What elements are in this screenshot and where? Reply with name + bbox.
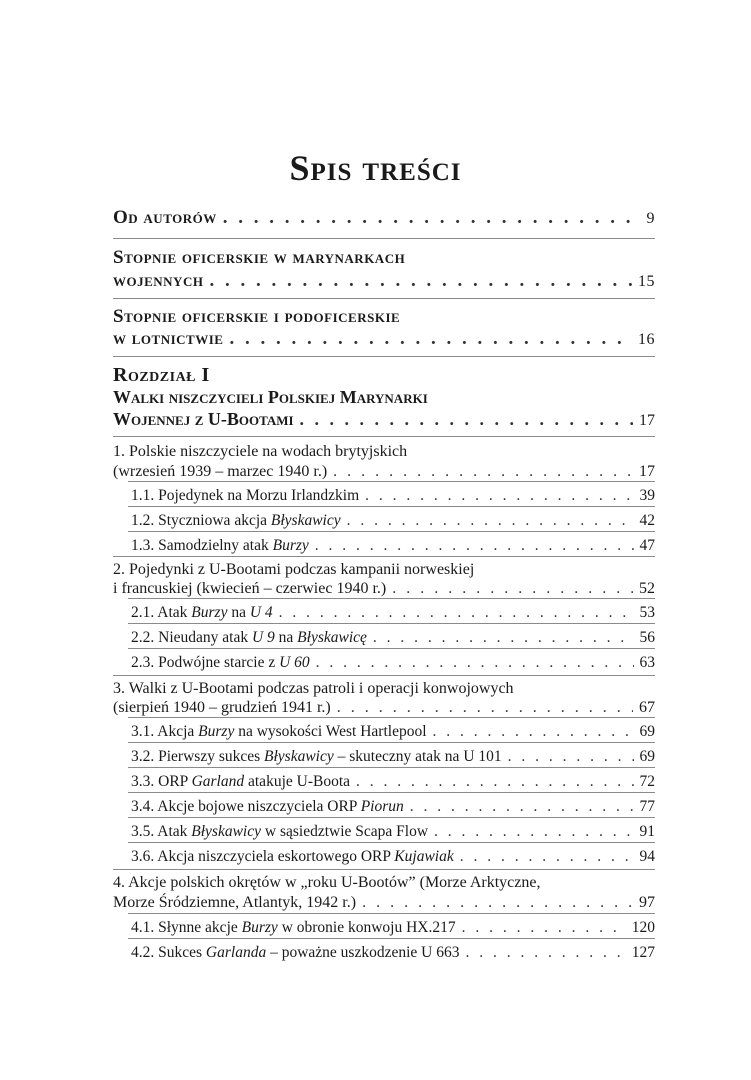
toc-entry-3-5[interactable] xyxy=(131,823,655,841)
toc-entry-1-3[interactable] xyxy=(131,537,655,555)
toc-entry-title: Morze Śródziemne, Atlantyk, 1942 r.) xyxy=(113,894,357,911)
dot-leader xyxy=(410,798,634,816)
toc-section-title: 4. Akcje polskich okrętów w „roku U-Bootów” (Morze Arktyczne, xyxy=(113,874,541,891)
toc-entry-3-6[interactable] xyxy=(131,848,655,866)
toc-entry-title: i francuskiej (kwiecień – czerwiec 1940 r.) xyxy=(113,580,387,597)
dot-leader xyxy=(362,894,633,912)
dot-leader xyxy=(315,537,634,555)
toc-page-number: 97 xyxy=(639,894,655,911)
toc-entry-title: w lotnictwie xyxy=(113,328,224,349)
divider xyxy=(128,506,655,507)
divider xyxy=(113,869,655,870)
divider xyxy=(128,767,655,768)
toc-page-number: 56 xyxy=(639,629,655,646)
toc-entry-title: 1.1. Pojedynek na Morzu Irlandzkim xyxy=(131,487,360,504)
toc-page-number: 17 xyxy=(639,463,655,480)
toc-page-number: 17 xyxy=(639,412,655,429)
dot-leader xyxy=(465,944,625,962)
toc-page-number: 53 xyxy=(639,604,655,621)
toc-page-number: 77 xyxy=(639,798,655,815)
toc-entry-title: wojennych xyxy=(113,270,204,291)
divider xyxy=(128,742,655,743)
divider xyxy=(113,298,655,299)
toc-page-number: 67 xyxy=(639,699,655,716)
toc-entry-title: 1.2. Styczniowa akcja Błyskawicy xyxy=(131,512,341,529)
toc-entry-title: 4.2. Sukces Garlanda – poważne uszkodzenie U 663 xyxy=(131,944,460,961)
toc-page-number: 16 xyxy=(638,331,655,348)
dot-leader xyxy=(433,723,634,741)
dot-leader xyxy=(209,270,632,292)
chapter-number: Rozdział I xyxy=(113,364,210,386)
toc-entry-section-2[interactable] xyxy=(113,580,655,598)
divider xyxy=(128,842,655,843)
toc-page-number: 39 xyxy=(639,487,655,504)
toc-entry-title: 2.2. Nieudany atak U 9 na Błyskawicę xyxy=(131,629,367,646)
toc-entry-2-1[interactable] xyxy=(131,604,655,622)
toc-page-number: 69 xyxy=(639,723,655,740)
dot-leader xyxy=(337,699,633,717)
toc-entry-title: Stopnie oficerskie w marynarkach xyxy=(113,247,406,268)
toc-entry-title: 2.1. Atak Burzy na U 4 xyxy=(131,604,273,621)
toc-page-number: 91 xyxy=(639,823,655,840)
toc-page-number: 69 xyxy=(639,748,655,765)
toc-entry-title: 3.3. ORP Garland atakuje U-Boota xyxy=(131,773,351,790)
toc-page-number: 9 xyxy=(646,210,655,227)
toc-entry-2-3[interactable] xyxy=(131,654,655,672)
divider xyxy=(128,531,655,532)
dot-leader xyxy=(279,604,634,622)
toc-entry-title: Stopnie oficerskie i podoficerskie xyxy=(113,306,401,327)
dot-leader xyxy=(392,580,633,598)
divider xyxy=(128,913,655,914)
toc-entry-section-1[interactable] xyxy=(113,463,655,481)
dot-leader xyxy=(229,328,632,350)
toc-entry-title: 4.1. Słynne akcje Burzy w obronie konwoju HX.217 xyxy=(131,919,456,936)
toc-section-title: 1. Polskie niszczyciele na wodach brytyjskich xyxy=(113,443,408,460)
toc-entry-title: 1.3. Samodzielny atak Burzy xyxy=(131,537,309,554)
toc-entry-stopnie-lotnictwo[interactable] xyxy=(113,328,655,350)
divider xyxy=(128,717,655,718)
toc-entry-1-2[interactable] xyxy=(131,512,655,530)
toc-entry-4-1[interactable] xyxy=(131,919,655,937)
toc-page-number: 15 xyxy=(638,273,655,290)
toc-entry-title: 3.6. Akcja niszczyciela eskortowego ORP Kujawiak xyxy=(131,848,454,865)
toc-entry-section-3[interactable] xyxy=(113,699,655,717)
toc-page-number: 42 xyxy=(639,512,655,529)
toc-entry-rozdzial-1[interactable] xyxy=(113,409,655,430)
toc-entry-1-1[interactable] xyxy=(131,487,655,505)
toc-page-number: 63 xyxy=(639,654,655,671)
toc-entry-title: Wojennej z U-Bootami xyxy=(113,409,294,429)
toc-section-title: 3. Walki z U-Bootami podczas patroli i operacji konwojowych xyxy=(113,680,514,697)
toc-page-number: 127 xyxy=(631,944,655,961)
toc-page-number: 94 xyxy=(639,848,655,865)
dot-leader xyxy=(356,773,633,791)
divider xyxy=(128,817,655,818)
toc-entry-section-4[interactable] xyxy=(113,894,655,912)
divider xyxy=(128,481,655,482)
toc-entry-title: Od autorów xyxy=(113,207,217,228)
toc-entry-stopnie-marynarka[interactable] xyxy=(113,270,655,292)
toc-entry-4-2[interactable] xyxy=(131,944,655,962)
dot-leader xyxy=(462,919,626,937)
dot-leader xyxy=(223,207,641,229)
dot-leader xyxy=(333,463,633,481)
toc-entry-title: 3.2. Pierwszy sukces Błyskawicy – skuteczny atak na U 101 xyxy=(131,748,502,765)
divider xyxy=(128,598,655,599)
toc-entry-title: 3.1. Akcja Burzy na wysokości West Hartlepool xyxy=(131,723,427,740)
dot-leader xyxy=(365,487,633,505)
dot-leader xyxy=(316,654,634,672)
divider xyxy=(113,675,655,676)
toc-entry-3-2[interactable] xyxy=(131,748,655,766)
divider xyxy=(113,436,655,437)
toc-page-number: 120 xyxy=(631,919,655,936)
chapter-title-line: Walki niszczycieli Polskiej Marynarki xyxy=(113,387,428,407)
dot-leader xyxy=(508,748,634,766)
toc-entry-title: (wrzesień 1939 – marzec 1940 r.) xyxy=(113,463,328,480)
toc-page-number: 72 xyxy=(639,773,655,790)
divider xyxy=(113,356,655,357)
toc-entry-3-1[interactable] xyxy=(131,723,655,741)
dot-leader xyxy=(300,409,633,430)
toc-section-title: 2. Pojedynki z U-Bootami podczas kampanii norweskiej xyxy=(113,561,475,578)
toc-entry-od-autorow[interactable] xyxy=(113,207,655,229)
dot-leader xyxy=(460,848,634,866)
toc-entry-title: 2.3. Podwójne starcie z U 60 xyxy=(131,654,310,671)
dot-leader xyxy=(347,512,634,530)
divider xyxy=(128,792,655,793)
divider xyxy=(128,648,655,649)
divider xyxy=(128,623,655,624)
dot-leader xyxy=(373,629,634,647)
divider xyxy=(128,938,655,939)
divider xyxy=(113,556,655,557)
toc-page-number: 52 xyxy=(639,580,655,597)
toc-page-number: 47 xyxy=(639,537,655,554)
toc-entry-title: 3.5. Atak Błyskawicy w sąsiedztwie Scapa Flow xyxy=(131,823,429,840)
toc-entry-title: 3.4. Akcje bojowe niszczyciela ORP Piorun xyxy=(131,798,404,815)
toc-entry-2-2[interactable] xyxy=(131,629,655,647)
page-title: Spis treści xyxy=(289,148,462,188)
toc-entry-title: (sierpień 1940 – grudzień 1941 r.) xyxy=(113,699,331,716)
dot-leader xyxy=(434,823,633,841)
divider xyxy=(113,238,655,239)
toc-entry-3-3[interactable] xyxy=(131,773,655,791)
toc-entry-3-4[interactable] xyxy=(131,798,655,816)
